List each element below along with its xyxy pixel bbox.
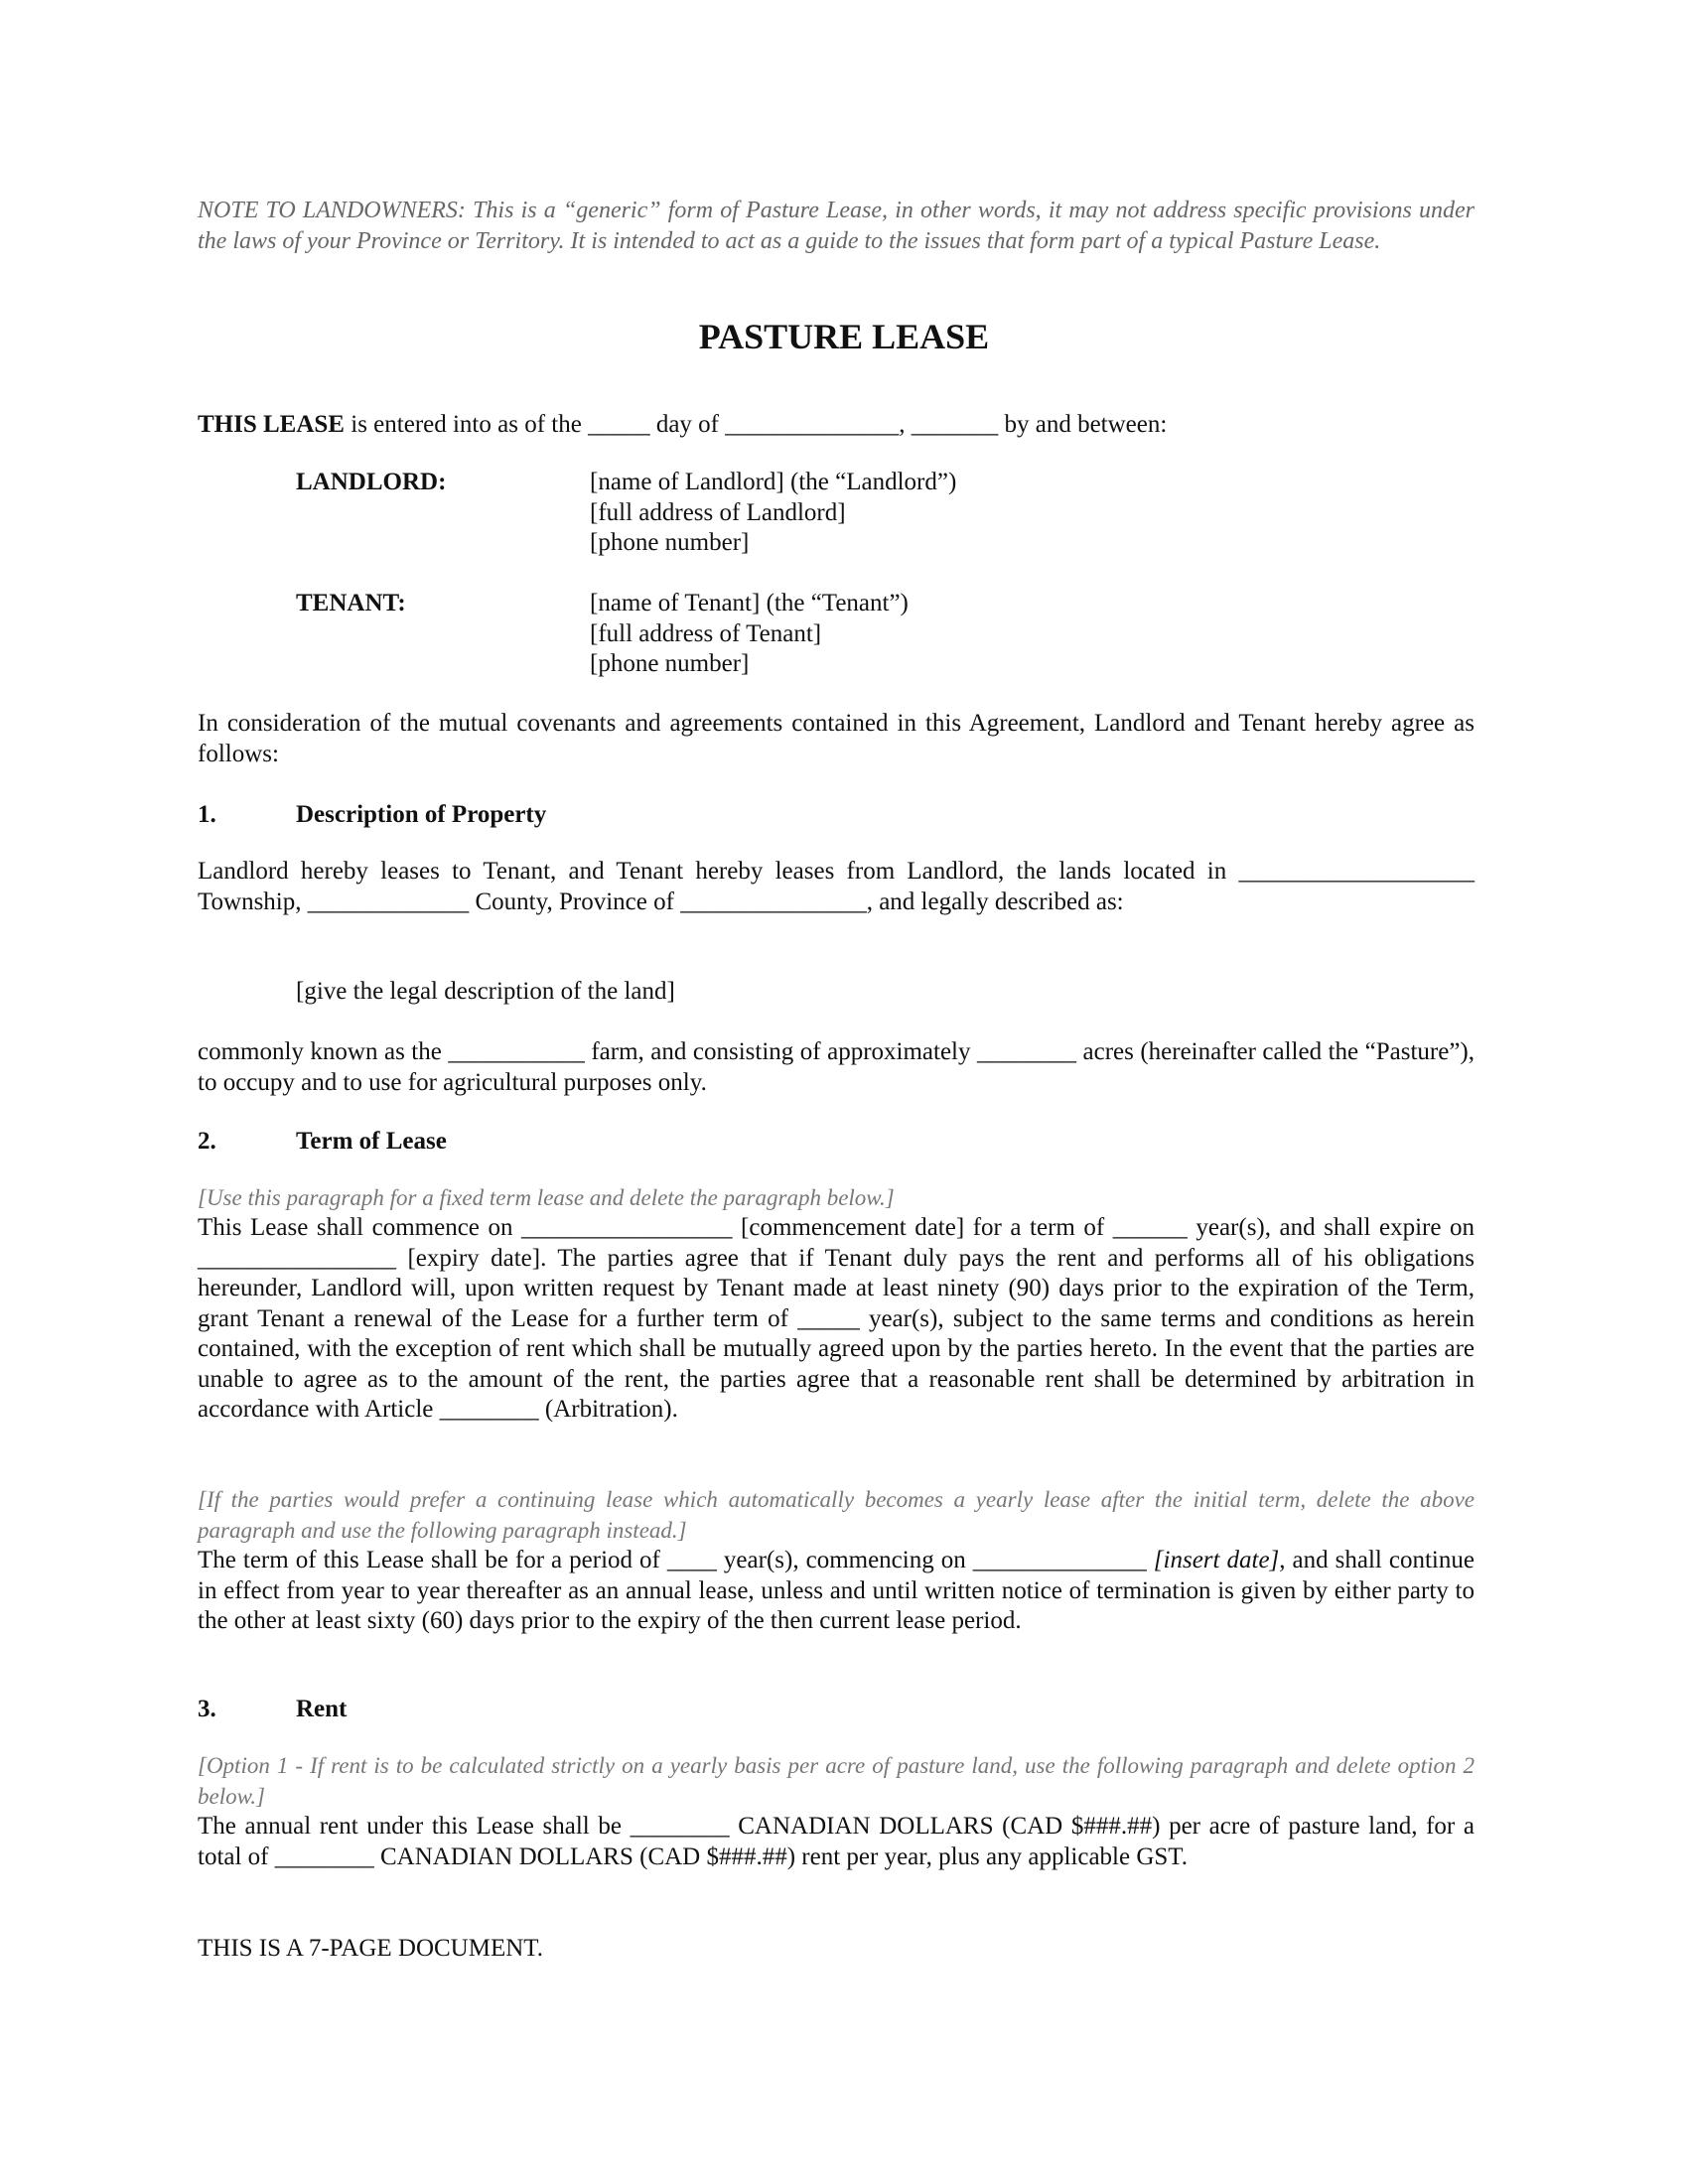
- section-2-heading: [198, 1127, 1475, 1158]
- section-2-paragraph-2: [198, 1546, 1475, 1637]
- landlord-name: [name of Landlord] (the “Landlord”): [590, 469, 957, 495]
- section-title: Description of Property: [296, 801, 547, 828]
- section-3-heading: [198, 1695, 1475, 1725]
- intro-text: is entered into as of the _____ day of ______________, _______ by and between:: [345, 411, 1168, 438]
- note-to-landowners: NOTE TO LANDOWNERS: This is a “generic” form of Pasture Lease, in other words, it may not address specific provisions under the laws of your Province or Territory. It is intended to act as a guide to the issues that form part of a typical Pasture Lease.: [198, 198, 1475, 254]
- section-2-instruction-1: [Use this paragraph for a fixed term lease and delete the paragraph below.]: [198, 1185, 895, 1210]
- section-1-paragraph-1: Landlord hereby leases to Tenant, and Tenant hereby leases from Landlord, the lands located in ___________________ Township, _____________ County, Province of _______________, and legally described as:: [198, 858, 1475, 915]
- tenant-phone: [phone number]: [590, 650, 750, 677]
- section-number: 2.: [198, 1128, 216, 1155]
- section-3-instruction-1: [Option 1 - If rent is to be calculated strictly on a yearly basis per acre of pasture land, use the following paragraph and delete option 2 below.]: [198, 1753, 1475, 1809]
- text: The term of this Lease shall be for a period of ____ year(s), commencing on ______________: [198, 1547, 1154, 1573]
- intro-line: [198, 410, 1475, 441]
- page-count-footer: THIS IS A 7-PAGE DOCUMENT.: [198, 1935, 543, 1962]
- landlord-label: LANDLORD:: [296, 469, 447, 495]
- tenant-name: [name of Tenant] (the “Tenant”): [590, 590, 909, 616]
- section-number: 1.: [198, 801, 216, 828]
- section-1-legal-description: [give the legal description of the land]: [296, 978, 675, 1005]
- tenant-label: TENANT:: [296, 590, 406, 616]
- landlord-phone: [phone number]: [590, 529, 750, 556]
- landlord-address: [full address of Landlord]: [590, 498, 846, 526]
- section-1-heading: [198, 800, 1475, 831]
- document-title: PASTURE LEASE: [698, 317, 990, 356]
- insert-date-placeholder: [insert date]: [1153, 1547, 1280, 1573]
- section-2-instruction-2: [If the parties would prefer a continuing lease which automatically becomes a yearly lease after the initial term, delete the above paragraph and use the following paragraph instead.]: [198, 1487, 1475, 1543]
- intro-bold: THIS LEASE: [198, 411, 345, 438]
- text: , and shall continue in effect from year to year thereafter as an annual lease, unless and until written notice of termination is given by either party to the other at least sixty (60) days prior to the expiry of the then current lease period.: [198, 1547, 1475, 1634]
- section-number: 3.: [198, 1696, 216, 1722]
- section-title: Rent: [296, 1696, 348, 1722]
- consideration-paragraph: In consideration of the mutual covenants and agreements contained in this Agreement, Landlord and Tenant hereby agree as follows:: [198, 710, 1475, 767]
- section-2-paragraph-1: This Lease shall commence on _________________ [commencement date] for a term of ______ year(s), and shall expire on ________________ [expiry date]. The parties agree that if Tenant duly pays the rent and performs all of his obligations hereunder, Landlord will, upon written request by Tenant made at least ninety (90) days prior to the expiration of the Term, grant Tenant a renewal of the Lease for a further term of _____ year(s), subject to the same terms and conditions as herein contained, with the exception of rent which shall be mutually agreed upon by the parties hereto. In the event that the parties are unable to agree as to the amount of the rent, the parties agree that a reasonable rent shall be determined by arbitration in accordance with Article ________ (Arbitration).: [198, 1214, 1475, 1423]
- section-3-paragraph-1: The annual rent under this Lease shall be ________ CANADIAN DOLLARS (CAD $###.##) per acre of pasture land, for a total of ________ CANADIAN DOLLARS (CAD $###.##) rent per year, plus any applicable GST.: [198, 1813, 1475, 1870]
- section-1-paragraph-2: commonly known as the ___________ farm, and consisting of approximately ________ acres (hereinafter called the “Pasture”), to occupy and to use for agricultural purposes only.: [198, 1038, 1475, 1096]
- section-title: Term of Lease: [296, 1128, 447, 1155]
- tenant-address: [full address of Tenant]: [590, 619, 822, 647]
